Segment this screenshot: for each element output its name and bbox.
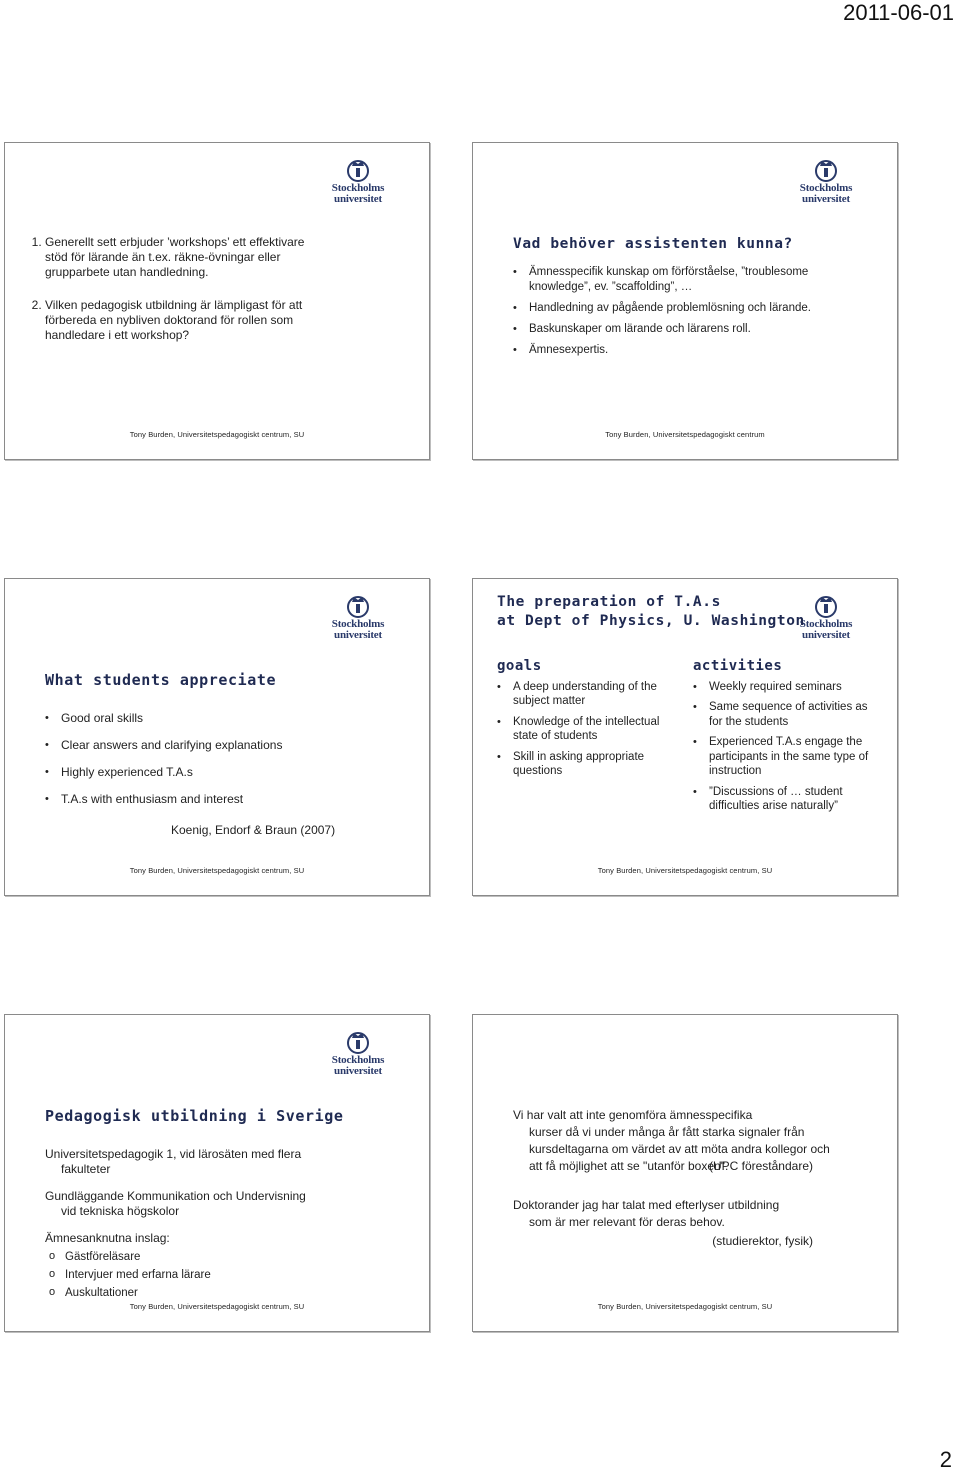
quote-source: (UPC föreståndare) [708,1159,813,1173]
bullet-item: • Baskunskaper om lärande och lärarens roll. [513,322,853,337]
slide-footer: Tony Burden, Universitetspedagogiskt centrum [605,430,765,439]
citation: Koenig, Endorf & Braun (2007) [171,823,336,837]
crown-crest-icon [345,593,371,619]
quote-line: som är mer relevant för deras behov. [529,1215,725,1229]
goals-column [497,659,672,785]
slide-3 [4,578,430,896]
slide-5-body [45,1147,395,1304]
question-list [25,235,325,343]
logo-line1: Stockholms [799,182,853,194]
slide-2 [472,142,898,460]
slide-footer: Tony Burden, Universitetspedagogiskt centrum, SU [129,1302,305,1311]
question-item: 1. Generellt sett erbjuder ’workshops’ ett effektivare stöd för lärande än t.ex. räkne-övningar eller grupparbete utan handledning. [45,235,325,280]
paragraph: Ämnesanknutna inslag: [45,1231,170,1245]
slide-3-body [45,711,385,819]
question-item: 2. Vilken pedagogisk utbildning är lämpligast för att förbereda en nybliven doktorand för rollen som handledare i ett workshop? [45,298,325,343]
slide-footer: Tony Burden, Universitetspedagogiskt centrum, SU [597,1302,773,1311]
paragraph-line: Universitetspedagogik 1, vid lärosäten med flera [45,1147,302,1161]
activities-heading: activities [693,658,783,674]
sub-item: o Gästföreläsare [45,1250,395,1265]
goal-item: • A deep understanding of the subject matter [497,680,672,709]
slide-6-body [513,1107,843,1250]
paragraph [45,1147,395,1177]
logo-line2: universitet [334,193,382,205]
university-logo [329,157,387,207]
sub-item: o Auskultationer [45,1286,395,1301]
goal-item: • Skill in asking appropriate questions [497,750,672,779]
slide-footer: Tony Burden, Universitetspedagogiskt centrum, SU [129,430,305,439]
logo-line2: universitet [334,629,382,641]
slide-footer: Tony Burden, Universitetspedagogiskt centrum, SU [597,866,773,875]
activities-column [693,659,873,820]
quote-line: Doktorander jag har talat med efterlyser utbildning [513,1198,780,1212]
university-logo [797,593,855,643]
quote-line: kurser då vi under många år fått starka signaler från kursdeltagarna om värdet av att möta andra kollegor och att få möjlighet att se "utanför boxen". [529,1125,830,1173]
activity-item: • Same sequence of activities as for the students [693,700,873,729]
slide-1-body [25,235,325,361]
quote-2 [513,1197,843,1231]
slide-footer: Tony Burden, Universitetspedagogiskt centrum, SU [129,866,305,875]
slide-2-body [513,265,853,364]
slide-title-line2: at Dept of Physics, U. Washington [497,613,805,629]
activities-list [693,680,873,814]
bullet-list [513,265,853,358]
logo-line1: Stockholms [331,618,385,630]
bullet-item: • Highly experienced T.A.s [45,765,385,780]
logo-line1: Stockholms [331,182,385,194]
slide-title: What students appreciate [45,671,277,689]
goal-item: • Knowledge of the intellectual state of students [497,715,672,744]
crown-crest-icon [345,157,371,183]
crown-crest-icon [345,1029,371,1055]
activity-item: • Weekly required seminars [693,680,873,695]
page-date: 2011-06-01 [843,0,954,25]
logo-line1: Stockholms [331,1054,385,1066]
sub-list [45,1250,395,1301]
crown-crest-icon [813,593,839,619]
bullet-list [45,711,385,807]
bullet-item: • Clear answers and clarifying explanations [45,738,385,753]
bullet-item: • Ämnesspecifik kunskap om förförståelse, ”troublesome knowledge”, ev. ”scaffolding”, … [513,265,853,295]
paragraph-line: fakulteter [61,1162,111,1176]
slide-4 [472,578,898,896]
crown-crest-icon [813,157,839,183]
paragraph-line: vid tekniska högskolor [61,1204,180,1218]
university-logo [329,1029,387,1079]
slide-5 [4,1014,430,1332]
activity-item: • ”Discussions of … student difficulties arise naturally” [693,785,873,814]
slide-title [497,593,805,631]
university-logo [329,593,387,643]
paragraph-line: Gundläggande Kommunikation och Undervisning [45,1189,306,1203]
sub-item: o Intervjuer med erfarna lärare [45,1268,395,1283]
logo-line2: universitet [802,629,850,641]
slide-1 [4,142,430,460]
university-logo [797,157,855,207]
slide-6 [472,1014,898,1332]
bullet-item: • T.A.s with enthusiasm and interest [45,792,385,807]
logo-line2: universitet [802,193,850,205]
quote-line: Vi har valt att inte genomföra ämnesspecifika [513,1108,753,1122]
goals-list [497,680,672,779]
slide-title-line1: The preparation of T.A.s [497,594,721,610]
bullet-item: • Handledning av pågående problemlösning och lärande. [513,301,853,316]
activity-item: • Experienced T.A.s engage the participants in the same type of instruction [693,735,873,779]
logo-line1: Stockholms [799,618,853,630]
goals-heading: goals [497,658,542,674]
bullet-item: • Ämnesexpertis. [513,343,853,358]
page-number: 2 [939,1447,952,1472]
paragraph [45,1189,395,1219]
bullet-item: • Good oral skills [45,711,385,726]
slide-title: Vad behöver assistenten kunna? [513,236,793,252]
logo-line2: universitet [334,1065,382,1077]
slide-title: Pedagogisk utbildning i Sverige [45,1107,344,1125]
quote-source: (studierektor, fysik) [712,1234,813,1248]
